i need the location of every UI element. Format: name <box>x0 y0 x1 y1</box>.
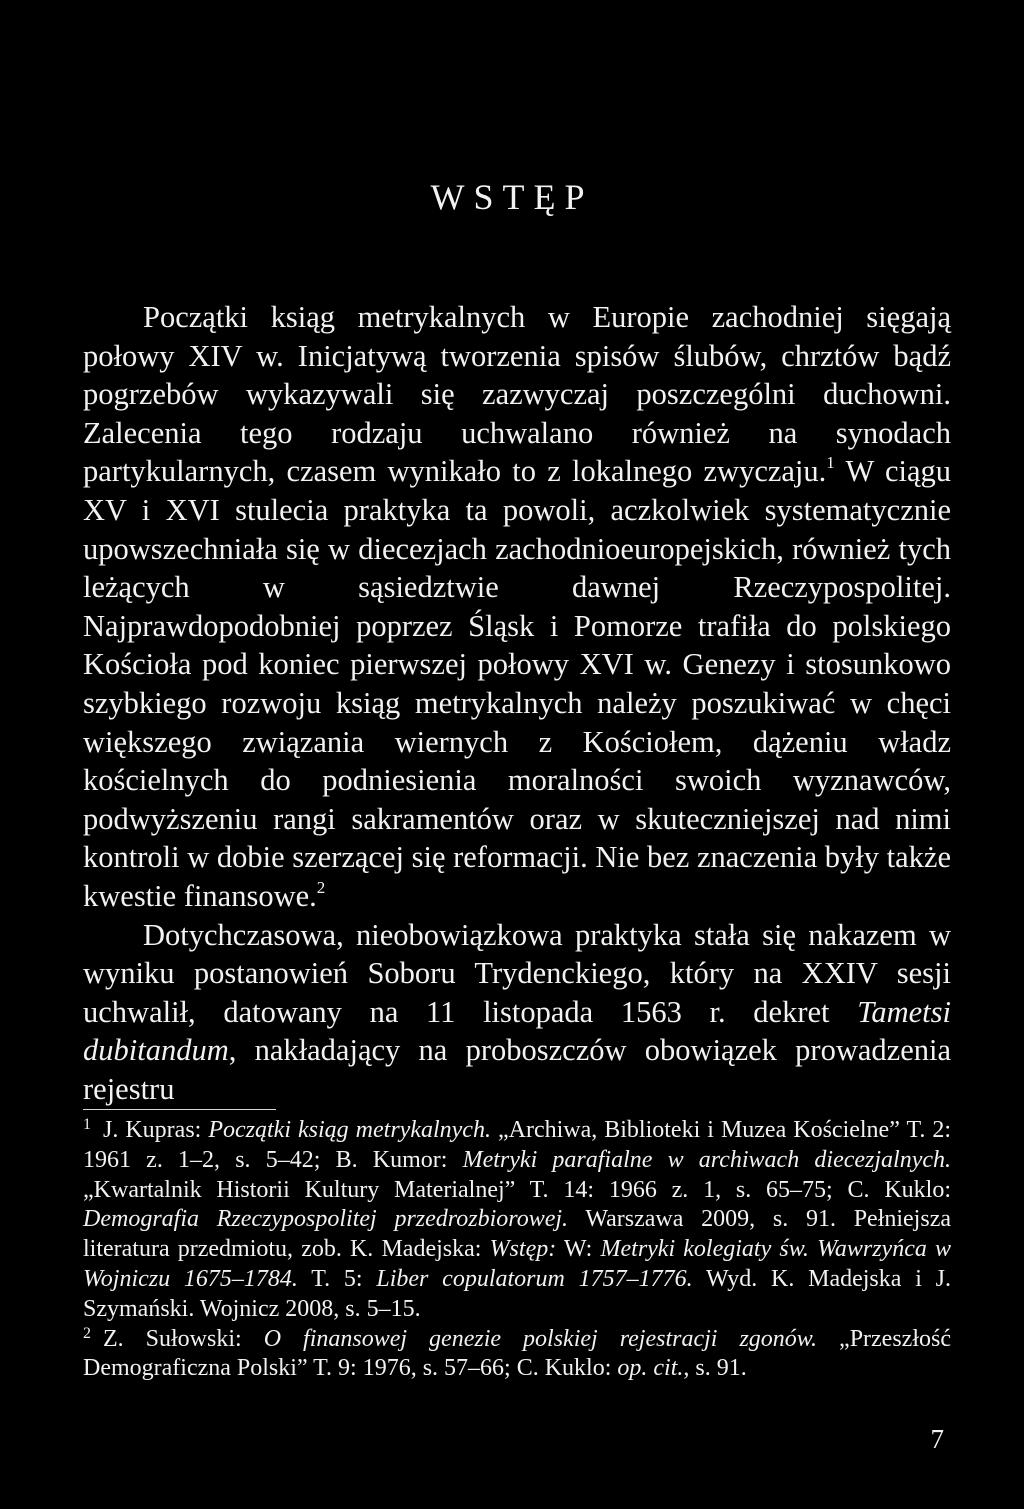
footnote-italic: op. cit. <box>617 1355 684 1382</box>
footnote-italic: Metryki kolegiaty św. Wawrzyńca w Wojniczu 1675–1784. <box>83 1236 951 1292</box>
page-number: 7 <box>930 1424 944 1454</box>
body-text-segment: Początki ksiąg metrykalnych w Europie zachodniej sięgają połowy XIV w. Inicjatywą tworzenia spisów ślubów, chrztów bądź pogrzebów wykazywali się zazwyczaj poszczególni duchowni. Zalecenia tego rodzaju uchwalano również na synodach partykularnych, czasem wynikało to z lokalnego zwyczaju. <box>83 300 951 489</box>
footnote-italic: Liber copulatorum 1757–1776. <box>376 1265 693 1292</box>
body-paragraph <box>83 916 951 1109</box>
footnote-text: W: <box>556 1236 601 1263</box>
footnote-text: Warszawa 2009, s. 91. Pełniejsza literatura przedmiotu, zob. K. Madejska: <box>83 1206 951 1263</box>
footnote-separator <box>83 1109 276 1110</box>
body-text-segment: Dotychczasowa, nieobowiązkowa praktyka stała się nakazem w wyniku postanowień Soboru Trydenckiego, który na XXIV sesji uchwalił, datowany na 11 listopada 1563 r. dekret <box>83 917 951 1029</box>
body-text-segment: , nakładający na proboszczów obowiązek prowadzenia rejestru <box>83 1033 951 1106</box>
footnote-reference-1: 1 <box>826 453 835 473</box>
footnote-italic: Wstęp: <box>489 1236 557 1263</box>
footnote-2: 2 Z. Sułowski: O finansowej genezie polskiej rejestracji zgonów. „Przeszłość Demograficzna Polski” T. 9: 1976, s. 57–66; C. Kuklo: op. cit., s. 91. <box>83 1324 951 1382</box>
footnote-italic: Metryki parafialne w archiwach diecezjalnych. <box>462 1146 952 1173</box>
body-text-segment: W ciągu XV i XVI stulecia praktyka ta powoli, aczkolwiek systematycznie upowszechniała się w diecezjach zachodnioeuropejskich, również tych leżących w sąsiedztwie dawnej Rzeczypospolitej. Najprawdopodobniej poprzez Śląsk i Pomorze trafiła do polskiego Kościoła pod koniec pierwszej połowy XVI w. Genezy i stosunkowo szybkiego rozwoju ksiąg metrykalnych należy poszukiwać w chęci większego związania wiernych z Kościołem, dążeniu władz kościelnych do podniesienia moralności swoich wyznawców, podwyższeniu rangi sakramentów oraz w skuteczniejszej nad nimi kontroli w dobie szerzącej się reformacji. Nie bez znaczenia były także kwestie finansowe. <box>83 454 952 913</box>
footnote-text: , s. 91. <box>683 1355 747 1382</box>
footnote-text: Z. Sułowski: <box>103 1325 264 1352</box>
footnote-text: „Kwartalnik Historii Kultury Materialnej” T. 14: 1966 z. 1, s. 65–75; C. Kuklo: <box>83 1176 951 1203</box>
body-italic-term: Tametsi dubitandum <box>83 994 951 1068</box>
footnote-reference-2: 2 <box>316 877 326 897</box>
chapter-heading: WSTĘP <box>430 177 594 217</box>
footnote-text: J. Kupras: <box>103 1117 209 1143</box>
footnote-text: „Archiwa, Biblioteki i Muzea Kościelne” T. 2: 1961 z. 1–2, s. 5–42; B. Kumor: <box>83 1117 951 1173</box>
footnotes <box>83 1116 951 1384</box>
footnote-text: Wyd. K. Madejska i J. Szymański. Wojnicz 2008, s. 5–15. <box>83 1265 951 1322</box>
main-body-text <box>83 298 951 1108</box>
body-paragraph <box>83 298 951 916</box>
footnote-italic: Początki ksiąg metrykalnych. <box>208 1117 491 1143</box>
footnote-italic: O finansowej genezie polskiej rejestracji zgonów. <box>263 1325 818 1352</box>
footnote-text: T. 5: <box>297 1265 377 1292</box>
footnote-text: „Przeszłość Demograficzna Polski” T. 9: 1976, s. 57–66; C. Kuklo: <box>83 1325 951 1382</box>
footnote-1: 1 J. Kupras: Początki ksiąg metrykalnych. „Archiwa, Biblioteki i Muzea Kościelne” T. 2: 1961 z. 1–2, s. 5–42; B. Kumor: Metryki parafialne w archiwach diecezjalnych. „Kwartalnik Historii Kultury Materialnej” T. 14: 1966 z. 1, s. 65–75; C. Kuklo: Demografia Rzeczypospolitej przedrozbiorowej. Warszawa 2009, s. 91. Pełniejsza literatura przedmiotu, zob. K. Madejska: Wstęp: W: Metryki kolegiaty św. Wawrzyńca w Wojniczu 1675–1784. T. 5: Liber copulatorum 1757–1776. Wyd. K. Madejska i J. Szymański. Wojnicz 2008, s. 5–15. <box>83 1116 952 1322</box>
footnote-italic: Demografia Rzeczypospolitej przedrozbiorowej. <box>83 1206 569 1233</box>
